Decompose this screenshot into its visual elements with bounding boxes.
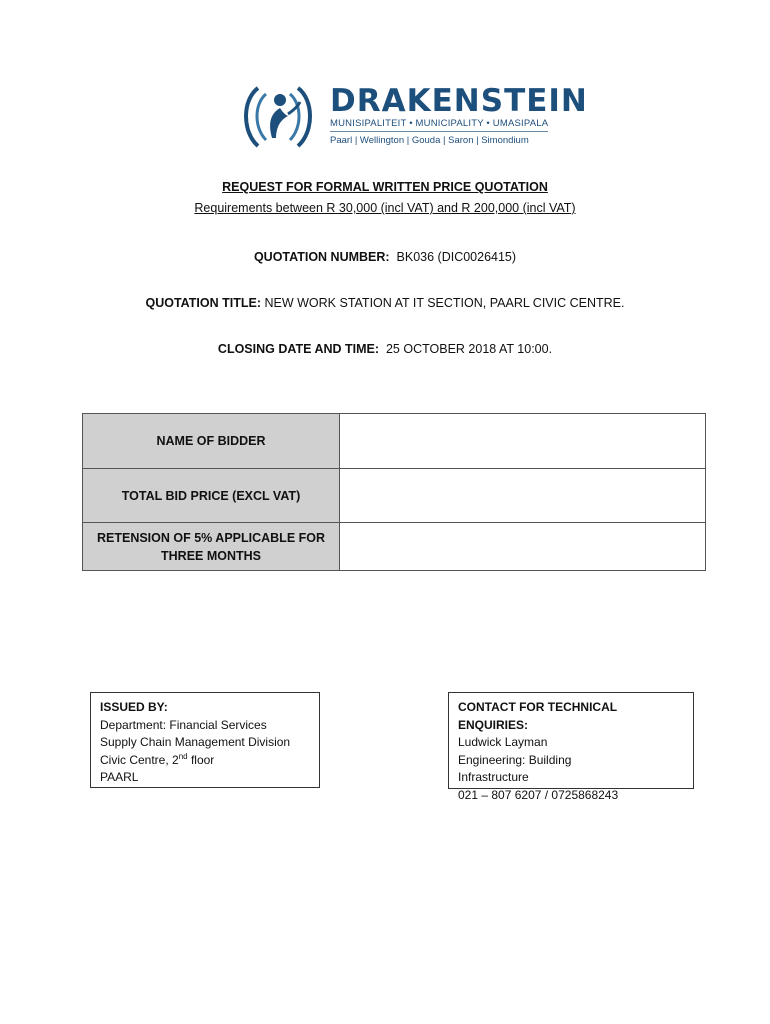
bid-table bbox=[82, 413, 706, 571]
drakenstein-emblem-icon bbox=[238, 80, 318, 152]
issued-by-city: PAARL bbox=[100, 770, 139, 784]
quotation-title bbox=[0, 296, 770, 310]
quotation-number-value: BK036 (DIC0026415) bbox=[396, 250, 517, 264]
bidder-name-label: NAME OF BIDDER bbox=[83, 414, 340, 469]
logo-towns: Paarl | Wellington | Gouda | Saron | Simondium bbox=[330, 135, 529, 146]
municipality-logo bbox=[238, 80, 588, 152]
closing-date-value: 25 OCTOBER 2018 AT 10:00. bbox=[385, 342, 553, 356]
document-title: REQUEST FOR FORMAL WRITTEN PRICE QUOTATION bbox=[222, 180, 548, 194]
contact-name: Ludwick Layman bbox=[458, 735, 548, 749]
table-row bbox=[83, 469, 706, 523]
contact-department: Engineering: Building bbox=[458, 752, 572, 767]
issued-by-box bbox=[90, 692, 320, 788]
logo-name: DRAKENSTEIN bbox=[330, 83, 588, 119]
closing-date bbox=[0, 342, 770, 356]
issued-by-address bbox=[100, 752, 310, 770]
retension-label: RETENSION OF 5% APPLICABLE FOR THREE MONTHS bbox=[83, 523, 340, 571]
table-row bbox=[83, 414, 706, 469]
quotation-number-label: QUOTATION NUMBER: bbox=[253, 250, 390, 264]
closing-date-label: CLOSING DATE AND TIME: bbox=[217, 342, 380, 356]
bidder-name-field[interactable] bbox=[340, 414, 706, 469]
total-bid-price-label: TOTAL BID PRICE (EXCL VAT) bbox=[83, 469, 340, 523]
contact-heading: CONTACT FOR TECHNICAL ENQUIRIES: bbox=[458, 700, 617, 732]
total-bid-price-field[interactable] bbox=[340, 469, 706, 523]
issued-by-division: Supply Chain Management Division bbox=[100, 735, 291, 749]
logo-subtitle: MUNISIPALITEIT • MUNICIPALITY • UMASIPALA bbox=[330, 118, 548, 132]
retension-field[interactable] bbox=[340, 523, 706, 571]
issued-by-heading: ISSUED BY: bbox=[100, 700, 168, 714]
address-text: Civic Centre, 2 bbox=[100, 752, 179, 767]
table-row bbox=[83, 523, 706, 571]
address-floor: floor bbox=[187, 752, 215, 767]
contact-department-cont: Infrastructure bbox=[458, 770, 529, 784]
technical-contact-box bbox=[448, 692, 694, 802]
quotation-number bbox=[0, 250, 770, 264]
contact-phone: 021 – 807 6207 / 0725868243 bbox=[458, 787, 619, 802]
document-subtitle: Requirements between R 30,000 (incl VAT) and R 200,000 (incl VAT) bbox=[194, 201, 576, 215]
issued-by-department: Department: Financial Services bbox=[100, 717, 267, 732]
quotation-title-label: QUOTATION TITLE: bbox=[145, 296, 261, 310]
address-ordinal: nd bbox=[178, 751, 188, 761]
quotation-title-value: NEW WORK STATION AT IT SECTION, PAARL CIVIC CENTRE. bbox=[264, 296, 625, 310]
